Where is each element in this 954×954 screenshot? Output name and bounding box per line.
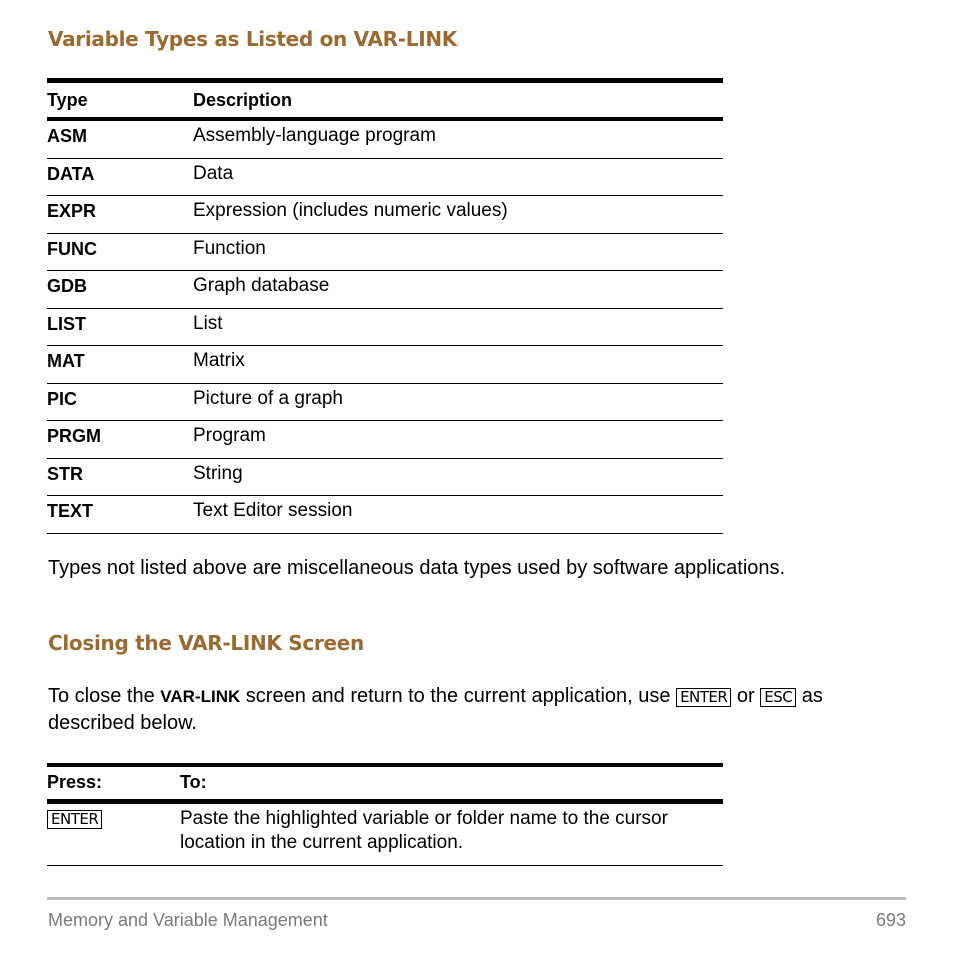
variable-types-table [47,78,723,534]
description-cell: Matrix [193,346,723,384]
description-cell: String [193,458,723,496]
footer-divider [47,897,906,900]
table-row [47,271,723,309]
description-cell: Data [193,158,723,196]
description-cell: Function [193,233,723,271]
type-cell: MAT [47,346,193,384]
description-cell: Graph database [193,271,723,309]
description-cell: Program [193,421,723,459]
description-cell: Assembly-language program [193,119,723,158]
action-cell: Paste the highlighted variable or folder name to the cursor location in the current application. [180,802,723,866]
closing-intro-paragraph [48,683,908,737]
table-row [47,496,723,534]
column-header-press: Press: [47,765,180,802]
intro-text: or [731,685,761,707]
table-row [47,421,723,459]
description-cell: List [193,308,723,346]
section-title-closing-screen: Closing the VAR-LINK Screen [48,631,364,655]
types-note: Types not listed above are miscellaneous data types used by software applications. [48,557,786,579]
var-link-keyword: VAR-LINK [160,687,241,706]
table-row [47,383,723,421]
type-cell: PIC [47,383,193,421]
table-header-row [47,81,723,120]
type-cell: PRGM [47,421,193,459]
type-cell: EXPR [47,196,193,234]
table-header-row [47,765,723,802]
enter-key-icon: ENTER [676,688,731,707]
section-title-variable-types: Variable Types as Listed on VAR-LINK [48,27,457,51]
page-number: 693 [875,910,906,930]
table-row [47,233,723,271]
type-cell: STR [47,458,193,496]
esc-key-icon: ESC [760,688,796,707]
column-header-to: To: [180,765,723,802]
description-cell: Expression (includes numeric values) [193,196,723,234]
table-row [47,196,723,234]
type-cell: FUNC [47,233,193,271]
description-cell: Text Editor session [193,496,723,534]
intro-text: screen and return to the current application, use [240,685,677,707]
type-cell: TEXT [47,496,193,534]
enter-key-icon: ENTER [47,810,102,829]
table-row [47,458,723,496]
type-cell: LIST [47,308,193,346]
type-cell: ASM [47,119,193,158]
table-row [47,158,723,196]
table-row [47,802,723,866]
type-cell: DATA [47,158,193,196]
table-row [47,308,723,346]
press-cell [47,802,180,866]
description-cell: Picture of a graph [193,383,723,421]
intro-text: To close the [48,685,161,707]
table-row [47,346,723,384]
footer-chapter-title: Memory and Variable Management [48,910,328,930]
column-header-description: Description [193,81,723,120]
type-cell: GDB [47,271,193,309]
intro-text: as described below. [48,685,823,734]
table-row [47,119,723,158]
column-header-type: Type [47,81,193,120]
key-actions-table [47,763,723,866]
